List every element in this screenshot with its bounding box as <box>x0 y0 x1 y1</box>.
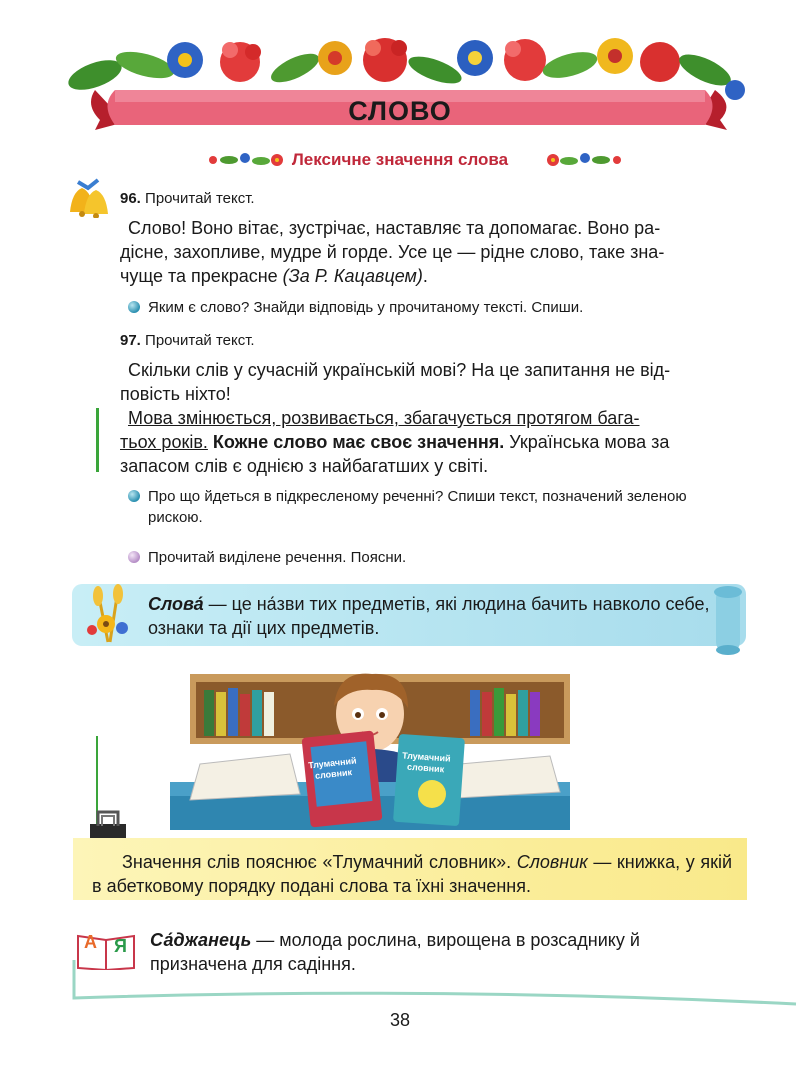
ex97-p1-line-2: повість ніхто! <box>120 384 231 404</box>
exercise-97-task-1: Про що йдеться в підкресленому реченні? Спиши текст, позначений зеленою рискою. <box>148 488 687 526</box>
ex96-line-3-end: . <box>422 266 428 286</box>
exercise-97-number: 97. <box>120 332 141 349</box>
task-bullet-icon <box>128 301 140 313</box>
bottom-swoosh <box>70 960 800 1010</box>
dictionary-term: Са́джанець <box>150 930 252 950</box>
ex97-underlined-line-2: тьох років. <box>120 432 208 452</box>
rule-definition-text: — це на́зви тих предметів, які людина бачить навколо себе, ознаки та дії цих предметів. <box>148 594 710 638</box>
bells-icon <box>62 174 114 218</box>
ex97-p2-line-3: запасом слів є однією з найбагатших у світі. <box>120 456 489 476</box>
right-book-label: Тлумачний словник <box>401 750 451 775</box>
boy-with-dictionaries-illustration <box>160 664 570 830</box>
ex97-bold-sentence: Кожне слово має своє значення. <box>212 432 505 452</box>
exercise-97-paragraph-2 <box>120 406 732 478</box>
green-margin-mark <box>96 408 99 472</box>
ex96-source-citation: (За Р. Кацавцем) <box>282 266 423 286</box>
note-text-part-1: Значення слів пояснює «Тлумачний словник». <box>122 852 517 872</box>
svg-text:А: А <box>84 932 97 952</box>
exercise-97-instruction: Прочитай текст. <box>145 332 255 349</box>
svg-text:Я: Я <box>114 936 127 956</box>
ex97-p1-line-1: Скільки слів у сучасній українській мові? На це запитання не від- <box>128 360 671 380</box>
ex96-line-2: дісне, захопливе, мудре й горде. Усе це — рідне слово, таке зна- <box>120 242 665 262</box>
exercise-97-task-2: Прочитай виділене речення. Поясни. <box>148 549 407 566</box>
section-heading: Лексичне значення слова <box>291 150 509 169</box>
note-text <box>92 850 732 898</box>
exercise-97-heading <box>120 332 255 349</box>
rule-definition <box>148 592 723 640</box>
ex97-p2-line-2-rest: Українська мова за <box>509 432 670 452</box>
wheat-flowers-icon <box>78 582 142 648</box>
ex97-underlined-line-1: Мова змінюється, розвивається, збагачується протягом бага- <box>128 408 640 428</box>
exercise-96-text <box>120 216 732 288</box>
exercise-97-paragraph-1 <box>120 358 732 406</box>
exercise-96-heading <box>120 190 255 207</box>
task-bullet-icon <box>128 490 140 502</box>
dictionary-definition: — молода рослина, вирощена в розсаднику й призначена для садіння. <box>150 930 640 974</box>
exercise-96-number: 96. <box>120 190 141 207</box>
rule-term: Слова́ <box>148 594 204 614</box>
exercise-96-instruction: Прочитай текст. <box>145 190 255 207</box>
exercise-96-task: Яким є слово? Знайди відповідь у прочитаному тексті. Спиши. <box>148 299 584 316</box>
left-book-label: Тлумачний словник <box>307 755 357 781</box>
task-bullet-violet-icon <box>128 551 140 563</box>
ex96-line-1: Слово! Воно вітає, зустрічає, наставляє та допомагає. Воно ра- <box>128 218 661 238</box>
right-flower-ornament-icon <box>545 148 625 172</box>
ex96-line-3 <box>120 264 732 288</box>
note-text-part-2: — книжка, у якій в абетковому порядку подані слова та їхні значення. <box>92 852 732 896</box>
ex96-line-3-text: чуще та прекрасне <box>120 266 283 286</box>
page-number: 38 <box>389 1010 411 1030</box>
ex97-p2-line-2 <box>120 430 732 454</box>
page-title: СЛОВО <box>348 96 452 126</box>
note-term: Словник <box>516 852 588 872</box>
